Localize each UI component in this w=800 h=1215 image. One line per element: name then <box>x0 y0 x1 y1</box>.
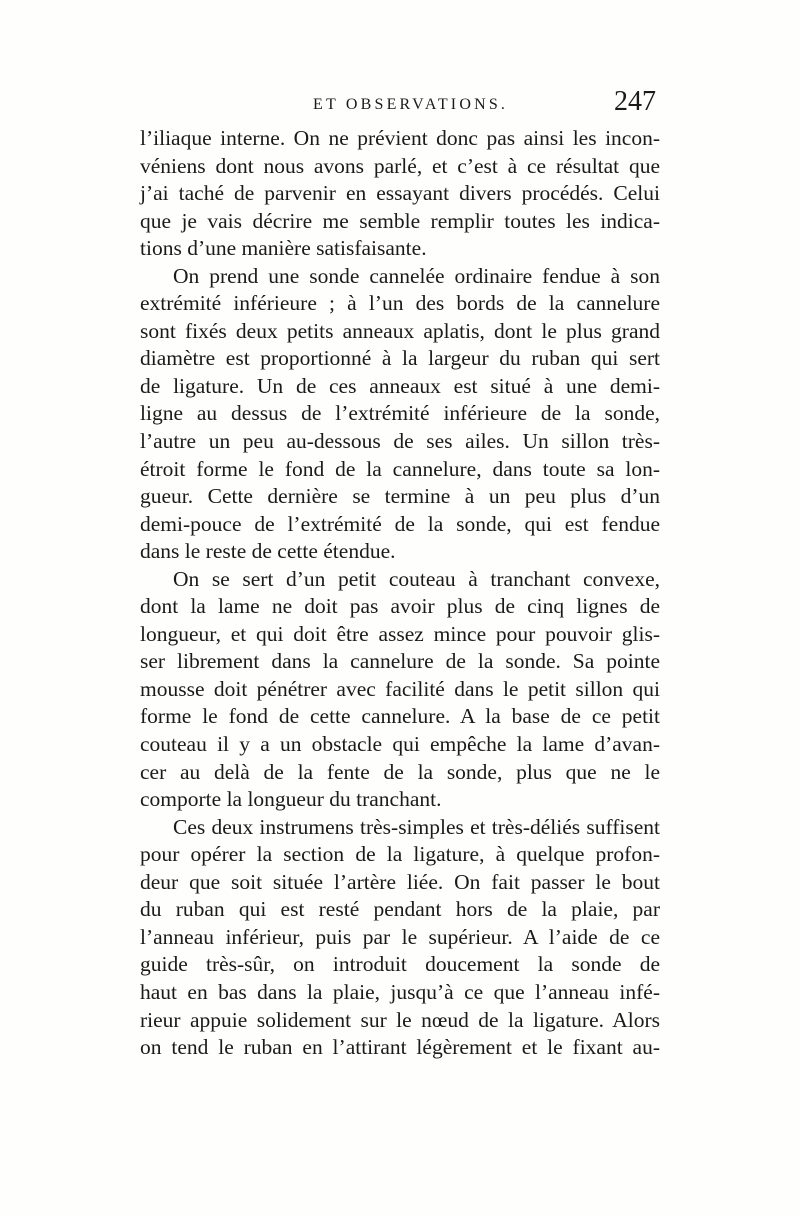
body-text <box>140 125 660 1062</box>
text-line: ligne au dessus de l’extrémité inférieure de la sonde, <box>140 401 660 426</box>
running-title: ET OBSERVATIONS. <box>313 96 509 113</box>
text-line: mousse doit pénétrer avec facilité dans le petit sillon qui <box>140 676 660 701</box>
text-line: l’anneau inférieur, puis par le supérieur. A l’aide de ce <box>140 924 660 949</box>
text-line: l’autre un peu au-dessous de ses ailes. Un sillon très- <box>140 429 660 454</box>
text-line: dans le reste de cette étendue. <box>140 539 396 564</box>
text-line: On se sert d’un petit couteau à tranchant convexe, <box>173 566 660 591</box>
text-line: longueur, et qui doit être assez mince pour pouvoir glis- <box>140 621 660 646</box>
text-line: dont la lame ne doit pas avoir plus de cinq lignes de <box>140 594 660 619</box>
text-line: de ligature. Un de ces anneaux est situé à une demi- <box>140 373 660 398</box>
text-line: que je vais décrire me semble remplir toutes les indica- <box>140 208 660 233</box>
text-line: du ruban qui est resté pendant hors de la plaie, par <box>140 897 660 922</box>
text-line: extrémité inférieure ; à l’un des bords de la cannelure <box>140 291 660 316</box>
text-line: forme le fond de cette cannelure. A la base de ce petit <box>140 704 660 729</box>
text-line: diamètre est proportionné à la largeur du ruban qui sert <box>140 346 660 371</box>
text-line: ser librement dans la cannelure de la sonde. Sa pointe <box>140 649 660 674</box>
text-line: demi-pouce de l’extrémité de la sonde, qui est fendue <box>140 511 660 536</box>
paragraph-4 <box>140 814 660 1062</box>
text-line: j’ai taché de parvenir en essayant divers procédés. Celui <box>140 181 660 206</box>
text-line: On prend une sonde cannelée ordinaire fendue à son <box>173 263 660 288</box>
text-line: on tend le ruban en l’attirant légèrement et le fixant au- <box>140 1035 660 1060</box>
paragraph-2 <box>140 263 660 566</box>
running-head <box>140 86 660 122</box>
text-line: étroit forme le fond de la cannelure, dans toute sa lon- <box>140 456 660 481</box>
text-line: haut en bas dans la plaie, jusqu’à ce que l’anneau infé- <box>140 979 660 1004</box>
text-line: guide très-sûr, on introduit doucement la sonde de <box>140 952 660 977</box>
text-line: l’iliaque interne. On ne prévient donc pas ainsi les incon- <box>140 126 660 150</box>
text-line: sont fixés deux petits anneaux aplatis, dont le plus grand <box>140 318 660 343</box>
text-line: cer au delà de la fente de la sonde, plus que ne le <box>140 759 660 784</box>
text-line: tions d’une manière satisfaisante. <box>140 236 427 261</box>
text-line: gueur. Cette dernière se termine à un peu plus d’un <box>140 484 660 509</box>
paragraph-1 <box>140 125 660 263</box>
text-line: comporte la longueur du tranchant. <box>140 787 442 812</box>
text-line: véniens dont nous avons parlé, et c’est à ce résultat que <box>140 153 660 178</box>
paragraph-3 <box>140 566 660 814</box>
page-number: 247 <box>614 86 656 117</box>
text-line: deur que soit située l’artère liée. On fait passer le bout <box>140 869 660 894</box>
text-line: rieur appuie solidement sur le nœud de la ligature. Alors <box>140 1007 660 1032</box>
text-line: pour opérer la section de la ligature, à quelque profon- <box>140 842 660 867</box>
text-line: Ces deux instrumens très-simples et très-déliés suffisent <box>173 814 660 839</box>
text-line: couteau il y a un obstacle qui empêche la lame d’avan- <box>140 732 660 757</box>
